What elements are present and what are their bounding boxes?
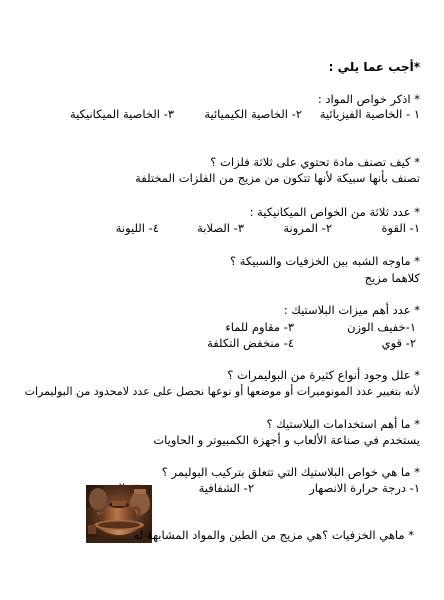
answer-option: ١- درجة حرارة الانصهار	[309, 481, 420, 495]
answer-text: كلاهما مزيج	[364, 271, 420, 285]
question-plastic-properties: * ما هي خواص البلاستيك التي تتعلق بتركيب البوليمر ؟	[161, 465, 420, 479]
question-plastic-uses: * ما أهم استخدامات البلاستيك ؟	[266, 417, 420, 431]
answer-option: ٣- مقاوم للماء	[225, 320, 294, 334]
question-mechanical: * عدد ثلاثة من الخواص الميكانيكية :	[249, 205, 420, 219]
question-plastic-features: * عدد أهم ميزات البلاستيك :	[283, 303, 420, 317]
answer-option: ٤- منخفض التكلفة	[207, 336, 294, 350]
answer-option: ٢- الشفافية	[198, 481, 254, 495]
worksheet-title: *أجب عما يلي :	[328, 60, 420, 74]
answer-option: ١ - الخاصية الفيزيائية	[319, 107, 420, 121]
question-similarity: * ماوجه الشبه بين الخزفيات والسبيكة ؟	[229, 254, 420, 268]
answer-text: لأنه بتغيير عدد المونوميرات أو موضعها أو نوعها نحصل على عدد لامحدود من البوليمرات	[24, 385, 420, 398]
answer-option: ٣- الخاصية الميكانيكية	[69, 107, 174, 121]
answer-text: يستخدم في صناعة الألعاب و أجهزة الكمبيوتر و الحاويات	[153, 433, 420, 447]
answer-option: ٢- المرونة	[283, 221, 332, 235]
answer-option: ٢- قوي	[381, 336, 416, 350]
question-ceramics: * ماهي الخزفيات ؟هي مزيج من الطين والمواد المشابهة له	[133, 528, 414, 542]
answer-option: ٤- الليونة	[115, 221, 159, 235]
answer-option: ١-خفيف الوزن	[347, 320, 416, 334]
question-classify: * كيف تصنف مادة تحتوي على ثلاثة فلزات ؟	[210, 155, 420, 169]
answer-option: ٢- الخاصية الكيميائية	[204, 107, 302, 121]
answer-option: ١- القوة	[381, 221, 420, 235]
answer-text: تصنف بأنها سبيكة لأنها تتكون من مزيج من الفلزات المختلفة	[135, 171, 420, 185]
answer-option: ٣- الصلابة	[197, 221, 244, 235]
question-polymers: * علل وجود أنواع كثيرة من البوليمرات ؟	[227, 368, 420, 382]
question-properties: * اذكر خواص المواد :	[317, 92, 420, 106]
